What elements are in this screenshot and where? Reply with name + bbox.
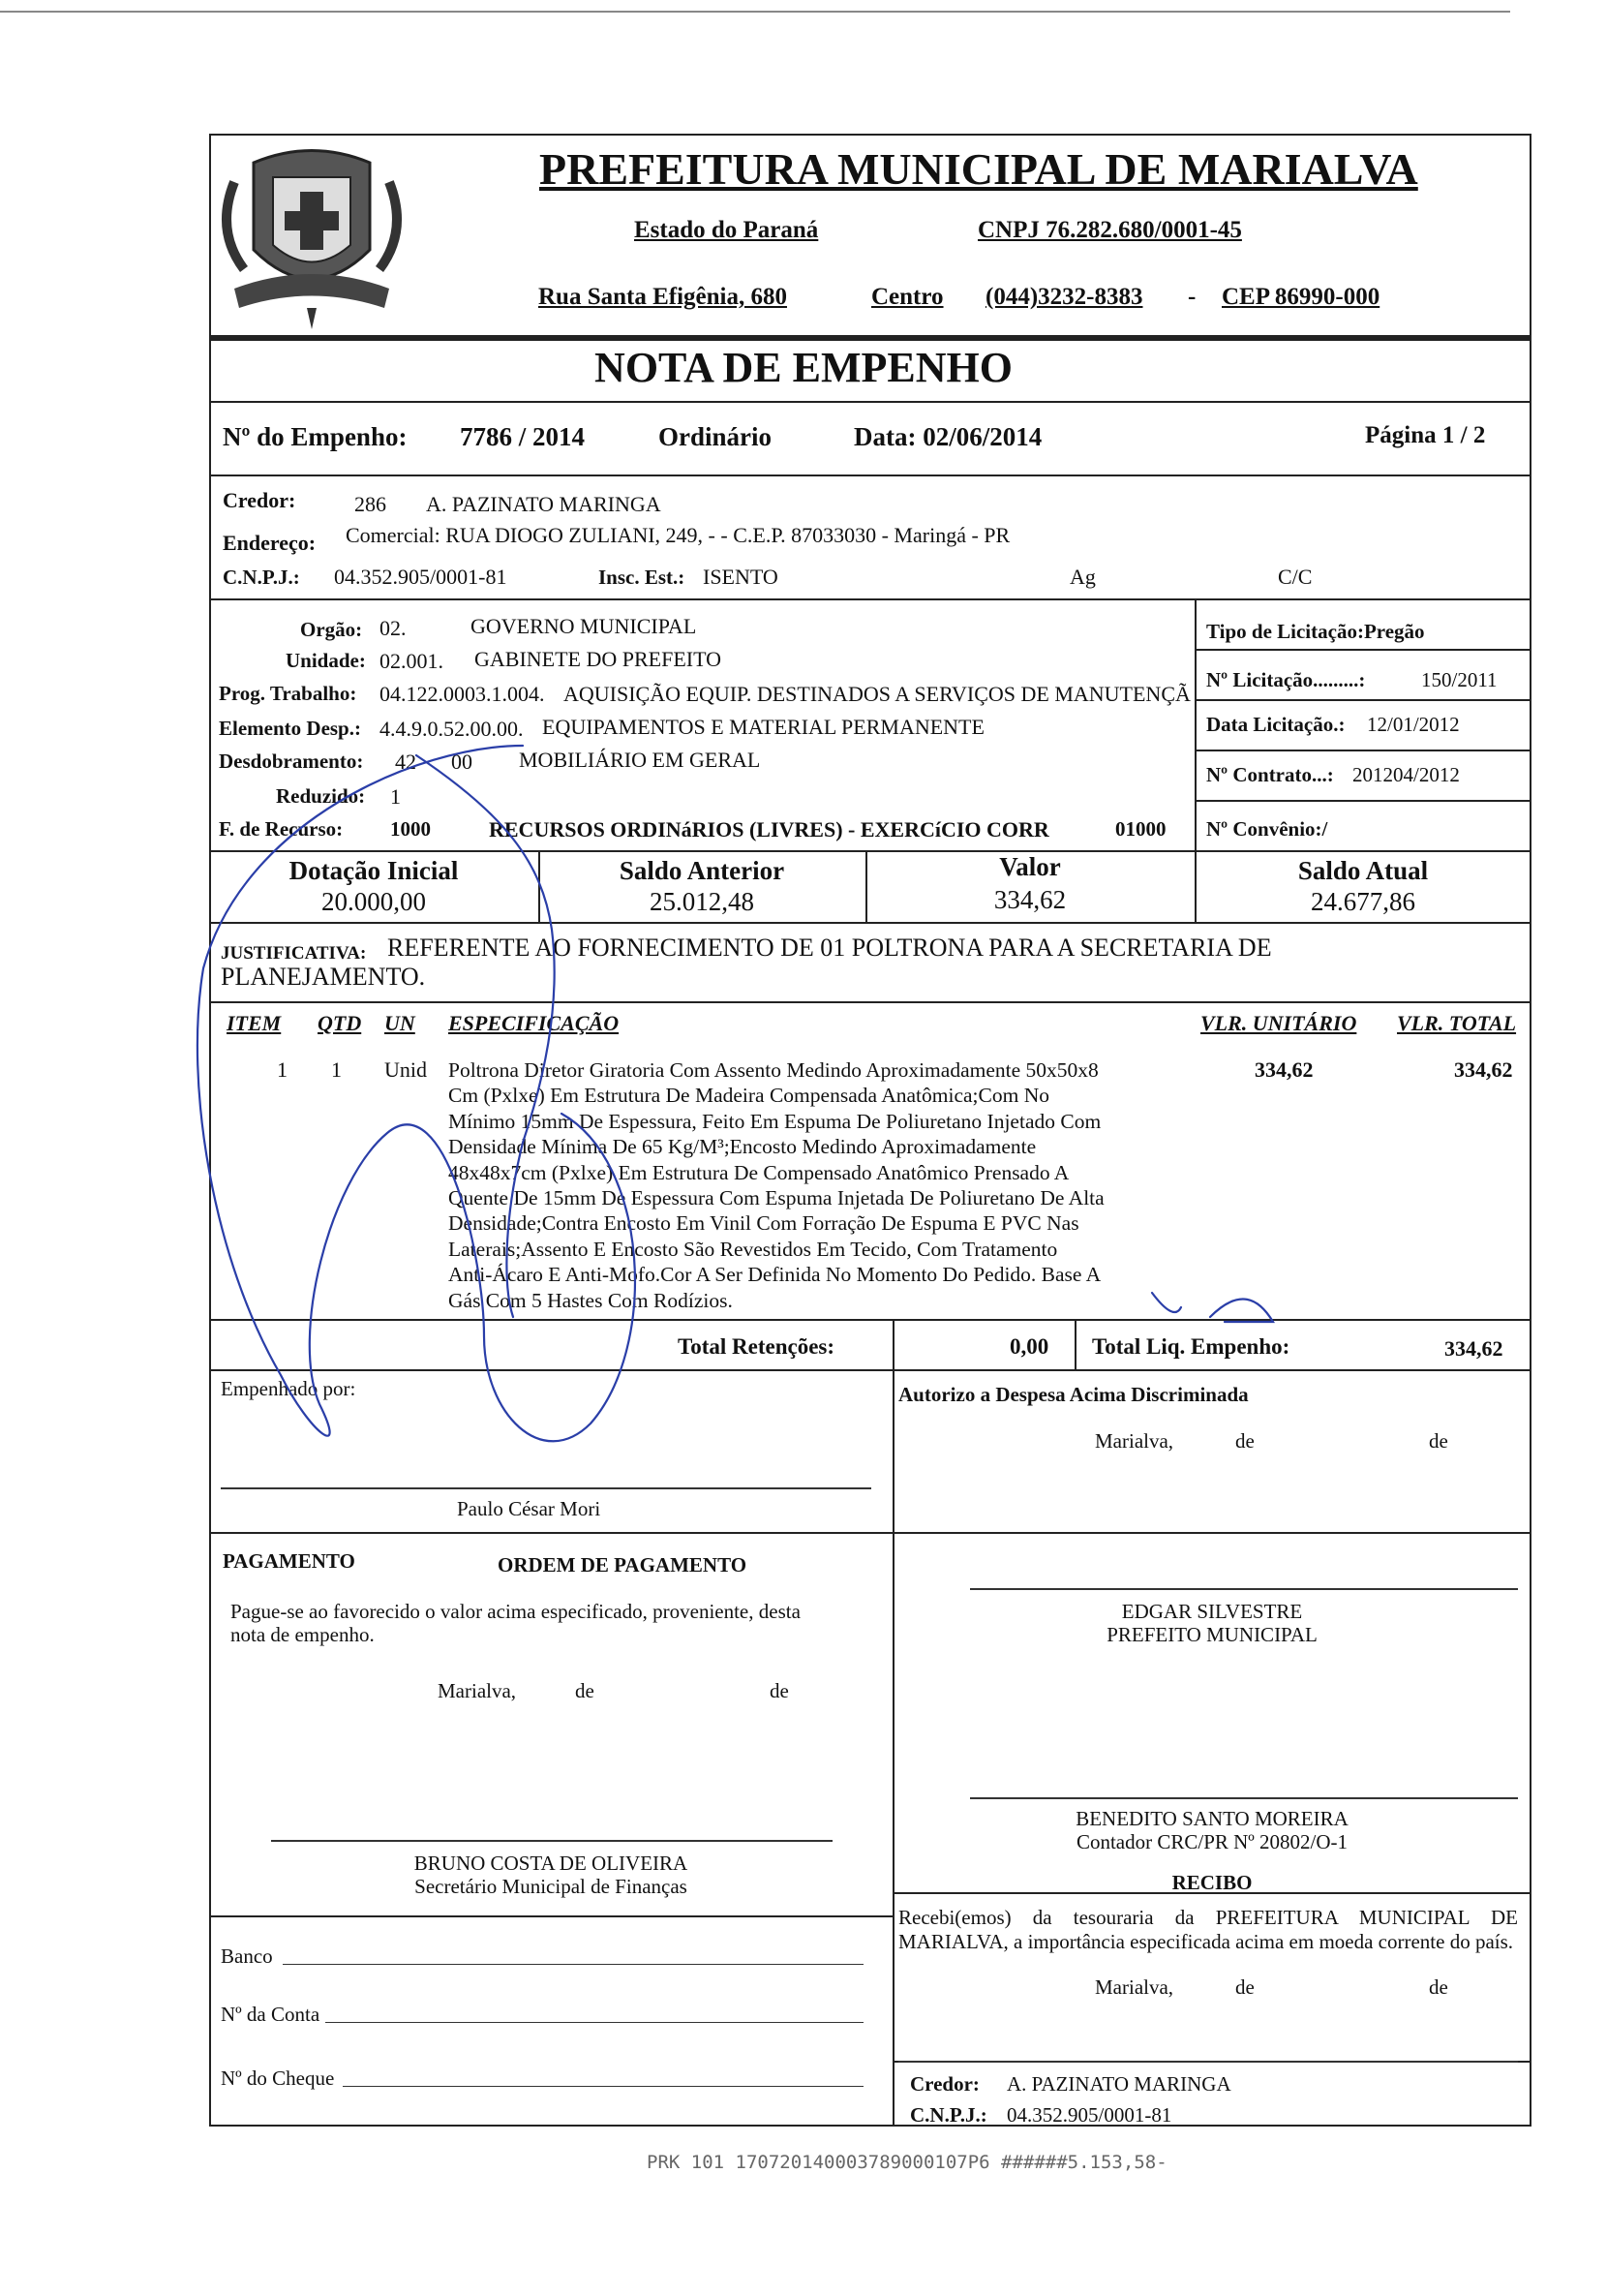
recibo-cnpj-value: 04.352.905/0001-81 — [1007, 2103, 1172, 2127]
convenio-label: Nº Convênio:/ — [1206, 817, 1328, 841]
tipo-licitacao: Tipo de Licitação:Pregão — [1206, 620, 1425, 643]
prefeito-nome: EDGAR SILVESTRE — [1121, 1600, 1303, 1623]
recibo-local: Marialva, — [1095, 1975, 1174, 1999]
bank-stamp: PRK 101 170720140003789000107P6 ######5.153,58- — [647, 2152, 1167, 2173]
espec-line: Densidade;Contra Encosto Em Vinil Com Forração De Espuma E PVC Nas — [448, 1211, 1079, 1236]
desdobramento-nome: MOBILIÁRIO EM GERAL — [519, 748, 761, 772]
recibo-credor-label: Credor: — [910, 2072, 980, 2096]
prog-trabalho-codigo: 04.122.0003.1.004. — [379, 682, 545, 706]
prefeitura-title: PREFEITURA MUNICIPAL DE MARIALVA — [539, 144, 1418, 194]
nota-title: NOTA DE EMPENHO — [594, 344, 1013, 391]
col-un-header: UN — [384, 1011, 415, 1035]
item-vlr-total: 334,62 — [1454, 1057, 1513, 1082]
elemento-nome: EQUIPAMENTOS E MATERIAL PERMANENTE — [542, 715, 985, 739]
prefeito-cargo: PREFEITO MUNICIPAL — [1107, 1623, 1318, 1646]
orgao-nome: GOVERNO MUNICIPAL — [470, 614, 697, 638]
saldo-anterior-value: 25.012,48 — [650, 887, 754, 916]
credor-codigo: 286 — [354, 492, 386, 516]
contrato-value: 201204/2012 — [1352, 763, 1460, 786]
recibo-cnpj-label: C.N.P.J.: — [910, 2103, 987, 2127]
conta-label: Nº da Conta — [221, 2003, 320, 2026]
num-licitacao-value: 150/2011 — [1421, 668, 1498, 691]
elemento-label: Elemento Desp.: — [219, 717, 361, 740]
fonte-recurso-numero: 01000 — [1115, 817, 1167, 841]
autorizo-de-2: de — [1429, 1429, 1448, 1453]
saldo-anterior-label: Saldo Anterior — [619, 856, 785, 885]
unidade-nome: GABINETE DO PREFEITO — [474, 647, 722, 671]
saldo-atual-value: 24.677,86 — [1311, 887, 1415, 916]
unidade-label: Unidade: — [286, 649, 366, 672]
desdobramento-codigo: 42 — [395, 750, 416, 774]
pague-se-line-1: Pague-se ao favorecido o valor acima especificado, proveniente, desta — [230, 1600, 801, 1623]
col-item-header: ITEM — [227, 1011, 282, 1035]
valor-label: Valor — [999, 852, 1061, 881]
pague-se-line-2: nota de empenho. — [230, 1623, 375, 1646]
espec-line: Densidade Mínima De 65 Kg/M³;Encosto Medindo Aproximadamente — [448, 1135, 1037, 1159]
fonte-recurso-nome: RECURSOS ORDINáRIOS (LIVRES) - EXERCíCIO CORR — [489, 817, 1049, 842]
pagamento-label: PAGAMENTO — [223, 1549, 355, 1573]
orgao-codigo: 02. — [379, 616, 407, 640]
empenho-number: 7786 / 2014 — [460, 422, 586, 451]
orgao-label: Orgão: — [300, 618, 363, 641]
espec-line: Cm (Pxlxe) Em Estrutura De Madeira Compensada Anatômica;Com No — [448, 1084, 1049, 1108]
desdobramento-label: Desdobramento: — [219, 750, 364, 773]
fonte-recurso-codigo: 1000 — [390, 817, 431, 841]
justificativa-line-1: REFERENTE AO FORNECIMENTO DE 01 POLTRONA PARA A SECRETARIA DE — [387, 934, 1272, 962]
prog-trabalho-label: Prog. Trabalho: — [219, 682, 357, 705]
valor-value: 334,62 — [993, 885, 1067, 914]
contrato-label: Nº Contrato...: — [1206, 763, 1334, 786]
prog-trabalho-nome: AQUISIÇÃO EQUIP. DESTINADOS A SERVIÇOS DE MANUTENÇÃ — [563, 682, 1191, 706]
espec-line: Quente De 15mm De Espessura Com Espuma Injetada De Poliuretano De Alta — [448, 1186, 1105, 1210]
secretario-cargo: Secretário Municipal de Finanças — [414, 1875, 687, 1898]
fone-label: (044)3232-8383 — [985, 284, 1143, 310]
justificativa-line-2: PLANEJAMENTO. — [221, 963, 426, 991]
col-qtd-header: QTD — [318, 1011, 362, 1035]
data-licitacao-label: Data Licitação.: — [1206, 713, 1346, 736]
col-vlr-unitario-header: VLR. UNITÁRIO — [1200, 1011, 1357, 1035]
pagamento-local: Marialva, — [438, 1679, 517, 1702]
recibo-de-2: de — [1429, 1975, 1448, 1999]
espec-line: Poltrona Diretor Giratoria Com Assento Medindo Aproximadamente 50x50x8 — [448, 1058, 1099, 1082]
col-especificacao-header: ESPECIFICAÇÃO — [448, 1011, 620, 1035]
espec-line: Mínimo 15mm De Espessura, Feito Em Espuma De Poliuretano Injetado Com — [448, 1109, 1102, 1133]
col-vlr-total-header: VLR. TOTAL — [1397, 1011, 1517, 1035]
secretario-nome: BRUNO COSTA DE OLIVEIRA — [413, 1852, 688, 1875]
endereco-label: Endereço: — [223, 531, 317, 555]
desdobramento-sub: 00 — [451, 750, 472, 774]
cheque-label: Nº do Cheque — [221, 2066, 335, 2090]
total-retencoes-value: 0,00 — [1010, 1334, 1049, 1359]
contador-cargo: Contador CRC/PR Nº 20802/O-1 — [1076, 1830, 1349, 1853]
pagina-label: Página 1 / 2 — [1365, 422, 1486, 448]
empenho-label: Nº do Empenho: — [223, 422, 408, 451]
num-licitacao-label: Nº Licitação.........: — [1206, 668, 1366, 691]
unidade-codigo: 02.001. — [379, 649, 443, 673]
insc-est-value: ISENTO — [703, 565, 778, 589]
cep-label: CEP 86990-000 — [1222, 284, 1380, 310]
empenhado-por-label: Empenhado por: — [221, 1377, 356, 1400]
empenho-tipo: Ordinário — [658, 422, 773, 451]
espec-line: Anti-Ácaro E Anti-Mofo.Cor A Ser Definida No Momento Do Pedido. Base A — [448, 1263, 1102, 1287]
credor-cnpj-value: 04.352.905/0001-81 — [334, 565, 507, 589]
saldo-atual-label: Saldo Atual — [1297, 856, 1429, 885]
justificativa-label: JUSTIFICATIVA: — [221, 943, 367, 964]
ordem-pagamento-label: ORDEM DE PAGAMENTO — [498, 1553, 747, 1577]
recibo-credor-nome: A. PAZINATO MARINGA — [1007, 2072, 1231, 2096]
total-liquido-value: 334,62 — [1444, 1336, 1503, 1361]
cnpj-prefeitura: CNPJ 76.282.680/0001-45 — [978, 217, 1242, 243]
recibo-texto: Recebi(emos) da tesouraria da PREFEITURA MUNICIPAL DE MARIALVA, a importância especificada acima em moeda corrente do país. — [898, 1906, 1518, 1953]
conta-corrente-label: C/C — [1278, 565, 1313, 589]
dotacao-inicial-label: Dotação Inicial — [288, 856, 459, 885]
item-vlr-unitario: 334,62 — [1255, 1057, 1314, 1082]
espec-line: Laterais;Assento E Encosto São Revestidos Em Tecido, Com Tratamento — [448, 1237, 1058, 1261]
credor-label: Credor: — [223, 488, 296, 512]
item-unidade: Unid — [384, 1057, 427, 1082]
espec-line: Gás Com 5 Hastes Com Rodízios. — [448, 1288, 733, 1312]
espec-line: 48x48x7cm (Pxlxe) Em Estrutura De Compensado Anatômico Prensado A — [448, 1160, 1070, 1184]
fonte-recurso-label: F. de Recurso: — [219, 817, 344, 841]
pagamento-de-1: de — [575, 1679, 594, 1702]
total-liquido-label: Total Liq. Empenho: — [1092, 1334, 1290, 1359]
recibo-de-1: de — [1235, 1975, 1255, 1999]
total-retencoes-label: Total Retenções: — [678, 1334, 835, 1359]
empenho-data: Data: 02/06/2014 — [854, 422, 1043, 451]
banco-label: Banco — [221, 1944, 273, 1968]
pagamento-de-2: de — [770, 1679, 789, 1702]
insc-est-label: Insc. Est.: — [598, 566, 685, 589]
dotacao-inicial-value: 20.000,00 — [321, 887, 426, 916]
data-licitacao-value: 12/01/2012 — [1367, 713, 1460, 736]
contador-nome: BENEDITO SANTO MOREIRA — [1076, 1807, 1349, 1830]
autorizo-label: Autorizo a Despesa Acima Discriminada — [898, 1383, 1249, 1406]
item-number: 1 — [277, 1057, 288, 1082]
header-separator: - — [1188, 284, 1197, 310]
reduzido-label: Reduzido: — [276, 784, 366, 808]
item-qtd: 1 — [331, 1057, 342, 1082]
autorizo-local: Marialva, — [1095, 1429, 1174, 1453]
autorizo-de-1: de — [1235, 1429, 1255, 1453]
reduzido-value: 1 — [390, 784, 401, 809]
empenhado-nome: Paulo César Mori — [457, 1497, 601, 1520]
recibo-label: RECIBO — [1171, 1871, 1253, 1894]
elemento-codigo: 4.4.9.0.52.00.00. — [379, 717, 524, 741]
credor-nome: A. PAZINATO MARINGA — [426, 492, 661, 516]
rua-label: Rua Santa Efigênia, 680 — [538, 284, 787, 310]
credor-cnpj-label: C.N.P.J.: — [223, 566, 300, 589]
agencia-label: Ag — [1070, 565, 1096, 589]
endereco-value: Comercial: RUA DIOGO ZULIANI, 249, - - C.E.P. 87033030 - Maringá - PR — [346, 523, 1011, 547]
estado-label: Estado do Paraná — [634, 217, 819, 243]
centro-label: Centro — [871, 284, 944, 310]
